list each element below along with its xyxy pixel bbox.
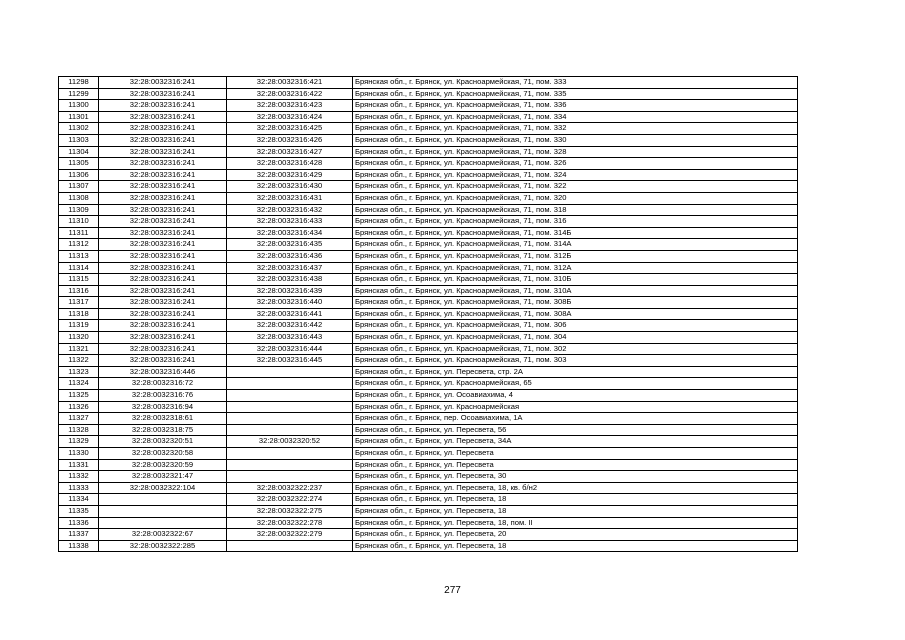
address-cell: Брянская обл., г. Брянск, ул. Красноармейская, 71, пом. 316 [353, 216, 798, 228]
table-row [59, 401, 798, 413]
row-number-cell: 11318 [59, 308, 99, 320]
table-row [59, 169, 798, 181]
cadastral-number-cell: 32:28:0032316:427 [227, 146, 353, 158]
cadastral-number-cell [227, 540, 353, 552]
row-number-cell: 11329 [59, 436, 99, 448]
cadastral-number-cell: 32:28:0032316:440 [227, 297, 353, 309]
row-number-cell: 11323 [59, 366, 99, 378]
table-row [59, 134, 798, 146]
parent-cadastral-cell: 32:28:0032316:241 [99, 262, 227, 274]
table-row [59, 505, 798, 517]
cadastral-number-cell: 32:28:0032316:425 [227, 123, 353, 135]
cadastral-number-cell: 32:28:0032316:444 [227, 343, 353, 355]
table-row [59, 227, 798, 239]
address-cell: Брянская обл., г. Брянск, ул. Красноармейская, 71, пом. 318 [353, 204, 798, 216]
row-number-cell: 11328 [59, 424, 99, 436]
address-cell: Брянская обл., г. Брянск, ул. Пересвета, 18, пом. II [353, 517, 798, 529]
address-cell: Брянская обл., г. Брянск, ул. Пересвета [353, 448, 798, 460]
parent-cadastral-cell: 32:28:0032316:241 [99, 320, 227, 332]
parent-cadastral-cell: 32:28:0032316:241 [99, 158, 227, 170]
address-cell: Брянская обл., г. Брянск, ул. Пересвета, 18 [353, 494, 798, 506]
row-number-cell: 11331 [59, 459, 99, 471]
table-row [59, 181, 798, 193]
table-row [59, 204, 798, 216]
cadastral-number-cell: 32:28:0032322:279 [227, 529, 353, 541]
parent-cadastral-cell [99, 517, 227, 529]
cadastral-number-cell: 32:28:0032316:421 [227, 77, 353, 89]
address-cell: Брянская обл., г. Брянск, ул. Красноармейская, 71, пом. 308Б [353, 297, 798, 309]
table-row [59, 88, 798, 100]
cadastral-number-cell: 32:28:0032316:439 [227, 285, 353, 297]
address-cell: Брянская обл., г. Брянск, ул. Пересвета, 34А [353, 436, 798, 448]
row-number-cell: 11300 [59, 100, 99, 112]
parent-cadastral-cell: 32:28:0032316:241 [99, 146, 227, 158]
cadastral-number-cell: 32:28:0032316:442 [227, 320, 353, 332]
address-cell: Брянская обл., г. Брянск, ул. Красноармейская, 65 [353, 378, 798, 390]
table-row [59, 158, 798, 170]
parent-cadastral-cell: 32:28:0032316:241 [99, 192, 227, 204]
cadastral-number-cell: 32:28:0032316:441 [227, 308, 353, 320]
address-cell: Брянская обл., г. Брянск, ул. Красноармейская, 71, пом. 312А [353, 262, 798, 274]
address-cell: Брянская обл., г. Брянск, ул. Красноармейская, 71, пом. 314А [353, 239, 798, 251]
row-number-cell: 11313 [59, 250, 99, 262]
table-row [59, 111, 798, 123]
row-number-cell: 11334 [59, 494, 99, 506]
address-cell: Брянская обл., г. Брянск, ул. Осоавиахима, 4 [353, 390, 798, 402]
parent-cadastral-cell [99, 505, 227, 517]
table-row [59, 308, 798, 320]
parent-cadastral-cell: 32:28:0032316:241 [99, 204, 227, 216]
address-cell: Брянская обл., г. Брянск, ул. Красноармейская, 71, пом. 310А [353, 285, 798, 297]
cadastral-number-cell: 32:28:0032316:433 [227, 216, 353, 228]
table-row [59, 332, 798, 344]
cadastral-number-cell: 32:28:0032316:424 [227, 111, 353, 123]
cadastral-number-cell: 32:28:0032316:431 [227, 192, 353, 204]
parent-cadastral-cell: 32:28:0032316:446 [99, 366, 227, 378]
cadastral-number-cell: 32:28:0032322:274 [227, 494, 353, 506]
table-row [59, 494, 798, 506]
address-cell: Брянская обл., г. Брянск, ул. Красноармейская, 71, пом. 336 [353, 100, 798, 112]
cadastral-number-cell [227, 424, 353, 436]
table-row [59, 297, 798, 309]
row-number-cell: 11311 [59, 227, 99, 239]
address-cell: Брянская обл., г. Брянск, ул. Пересвета, 18 [353, 540, 798, 552]
page-number: 277 [444, 585, 461, 596]
table-row [59, 448, 798, 460]
address-cell: Брянская обл., г. Брянск, ул. Красноармейская, 71, пом. 314Б [353, 227, 798, 239]
parent-cadastral-cell: 32:28:0032318:75 [99, 424, 227, 436]
table-row [59, 424, 798, 436]
parent-cadastral-cell: 32:28:0032316:241 [99, 169, 227, 181]
cadastral-number-cell: 32:28:0032316:428 [227, 158, 353, 170]
parent-cadastral-cell: 32:28:0032320:58 [99, 448, 227, 460]
parent-cadastral-cell: 32:28:0032316:241 [99, 216, 227, 228]
address-cell: Брянская обл., г. Брянск, ул. Красноармейская, 71, пом. 324 [353, 169, 798, 181]
table-row [59, 459, 798, 471]
cadastral-number-cell: 32:28:0032322:237 [227, 482, 353, 494]
row-number-cell: 11316 [59, 285, 99, 297]
parent-cadastral-cell: 32:28:0032316:241 [99, 308, 227, 320]
cadastral-number-cell: 32:28:0032316:443 [227, 332, 353, 344]
parent-cadastral-cell: 32:28:0032316:241 [99, 181, 227, 193]
table-row [59, 343, 798, 355]
table-body [59, 77, 798, 552]
row-number-cell: 11330 [59, 448, 99, 460]
cadastral-number-cell: 32:28:0032316:434 [227, 227, 353, 239]
row-number-cell: 11312 [59, 239, 99, 251]
cadastral-number-cell: 32:28:0032316:435 [227, 239, 353, 251]
row-number-cell: 11305 [59, 158, 99, 170]
parent-cadastral-cell: 32:28:0032318:61 [99, 413, 227, 425]
table-row [59, 274, 798, 286]
parent-cadastral-cell: 32:28:0032316:241 [99, 274, 227, 286]
address-cell: Брянская обл., г. Брянск, ул. Пересвета, 20 [353, 529, 798, 541]
cadastral-number-cell: 32:28:0032316:436 [227, 250, 353, 262]
cadastral-number-cell [227, 448, 353, 460]
parent-cadastral-cell: 32:28:0032316:241 [99, 88, 227, 100]
row-number-cell: 11338 [59, 540, 99, 552]
address-cell: Брянская обл., г. Брянск, ул. Красноармейская, 71, пом. 328 [353, 146, 798, 158]
parent-cadastral-cell: 32:28:0032316:241 [99, 297, 227, 309]
address-cell: Брянская обл., г. Брянск, ул. Красноармейская, 71, пом. 310Б [353, 274, 798, 286]
table-row [59, 355, 798, 367]
row-number-cell: 11315 [59, 274, 99, 286]
parent-cadastral-cell: 32:28:0032316:94 [99, 401, 227, 413]
table-row [59, 250, 798, 262]
address-cell: Брянская обл., г. Брянск, пер. Осоавиахима, 1А [353, 413, 798, 425]
parent-cadastral-cell: 32:28:0032316:241 [99, 123, 227, 135]
table-row [59, 77, 798, 89]
address-cell: Брянская обл., г. Брянск, ул. Красноармейская, 71, пом. 334 [353, 111, 798, 123]
row-number-cell: 11317 [59, 297, 99, 309]
parent-cadastral-cell: 32:28:0032316:241 [99, 227, 227, 239]
parent-cadastral-cell: 32:28:0032316:241 [99, 250, 227, 262]
cadastral-number-cell [227, 401, 353, 413]
address-cell: Брянская обл., г. Брянск, ул. Красноармейская, 71, пом. 326 [353, 158, 798, 170]
parent-cadastral-cell: 32:28:0032316:241 [99, 134, 227, 146]
row-number-cell: 11322 [59, 355, 99, 367]
table-row [59, 366, 798, 378]
cadastral-number-cell: 32:28:0032316:426 [227, 134, 353, 146]
cadastral-number-cell: 32:28:0032316:430 [227, 181, 353, 193]
parent-cadastral-cell: 32:28:0032316:241 [99, 355, 227, 367]
row-number-cell: 11301 [59, 111, 99, 123]
row-number-cell: 11310 [59, 216, 99, 228]
cadastral-number-cell: 32:28:0032316:429 [227, 169, 353, 181]
table-row [59, 100, 798, 112]
cadastral-number-cell: 32:28:0032316:445 [227, 355, 353, 367]
row-number-cell: 11337 [59, 529, 99, 541]
cadastral-number-cell: 32:28:0032316:423 [227, 100, 353, 112]
row-number-cell: 11303 [59, 134, 99, 146]
cadastral-number-cell: 32:28:0032322:278 [227, 517, 353, 529]
property-register-table [58, 76, 798, 552]
table-row [59, 413, 798, 425]
row-number-cell: 11325 [59, 390, 99, 402]
parent-cadastral-cell: 32:28:0032322:104 [99, 482, 227, 494]
row-number-cell: 11336 [59, 517, 99, 529]
row-number-cell: 11314 [59, 262, 99, 274]
address-cell: Брянская обл., г. Брянск, ул. Красноармейская, 71, пом. 322 [353, 181, 798, 193]
table-row [59, 436, 798, 448]
row-number-cell: 11308 [59, 192, 99, 204]
cadastral-number-cell [227, 413, 353, 425]
row-number-cell: 11299 [59, 88, 99, 100]
parent-cadastral-cell: 32:28:0032322:285 [99, 540, 227, 552]
table-row [59, 482, 798, 494]
parent-cadastral-cell: 32:28:0032321:47 [99, 471, 227, 483]
address-cell: Брянская обл., г. Брянск, ул. Красноармейская, 71, пом. 335 [353, 88, 798, 100]
address-cell: Брянская обл., г. Брянск, ул. Красноармейская, 71, пом. 308А [353, 308, 798, 320]
row-number-cell: 11335 [59, 505, 99, 517]
cadastral-number-cell [227, 366, 353, 378]
address-cell: Брянская обл., г. Брянск, ул. Красноармейская, 71, пом. 312Б [353, 250, 798, 262]
row-number-cell: 11321 [59, 343, 99, 355]
parent-cadastral-cell: 32:28:0032316:241 [99, 111, 227, 123]
parent-cadastral-cell: 32:28:0032316:72 [99, 378, 227, 390]
address-cell: Брянская обл., г. Брянск, ул. Красноармейская, 71, пом. 306 [353, 320, 798, 332]
row-number-cell: 11324 [59, 378, 99, 390]
table-row [59, 216, 798, 228]
row-number-cell: 11298 [59, 77, 99, 89]
address-cell: Брянская обл., г. Брянск, ул. Красноармейская, 71, пом. 302 [353, 343, 798, 355]
address-cell: Брянская обл., г. Брянск, ул. Пересвета [353, 459, 798, 471]
row-number-cell: 11307 [59, 181, 99, 193]
table-row [59, 239, 798, 251]
cadastral-number-cell: 32:28:0032316:422 [227, 88, 353, 100]
table-row [59, 123, 798, 135]
address-cell: Брянская обл., г. Брянск, ул. Пересвета, 18 [353, 505, 798, 517]
cadastral-number-cell: 32:28:0032316:432 [227, 204, 353, 216]
table-row [59, 378, 798, 390]
parent-cadastral-cell: 32:28:0032316:241 [99, 239, 227, 251]
parent-cadastral-cell: 32:28:0032316:241 [99, 332, 227, 344]
address-cell: Брянская обл., г. Брянск, ул. Красноармейская, 71, пом. 320 [353, 192, 798, 204]
row-number-cell: 11326 [59, 401, 99, 413]
parent-cadastral-cell: 32:28:0032320:59 [99, 459, 227, 471]
cadastral-number-cell [227, 459, 353, 471]
address-cell: Брянская обл., г. Брянск, ул. Пересвета, стр. 2А [353, 366, 798, 378]
parent-cadastral-cell [99, 494, 227, 506]
table-row [59, 471, 798, 483]
parent-cadastral-cell: 32:28:0032316:76 [99, 390, 227, 402]
address-cell: Брянская обл., г. Брянск, ул. Красноармейская, 71, пом. 303 [353, 355, 798, 367]
row-number-cell: 11332 [59, 471, 99, 483]
parent-cadastral-cell: 32:28:0032316:241 [99, 285, 227, 297]
table-row [59, 517, 798, 529]
parent-cadastral-cell: 32:28:0032316:241 [99, 77, 227, 89]
row-number-cell: 11333 [59, 482, 99, 494]
row-number-cell: 11327 [59, 413, 99, 425]
table-row [59, 529, 798, 541]
address-cell: Брянская обл., г. Брянск, ул. Красноармейская, 71, пом. 333 [353, 77, 798, 89]
table-row [59, 390, 798, 402]
row-number-cell: 11306 [59, 169, 99, 181]
address-cell: Брянская обл., г. Брянск, ул. Пересвета, 18, кв. б/н2 [353, 482, 798, 494]
parent-cadastral-cell: 32:28:0032322:67 [99, 529, 227, 541]
row-number-cell: 11309 [59, 204, 99, 216]
cadastral-number-cell: 32:28:0032322:275 [227, 505, 353, 517]
address-cell: Брянская обл., г. Брянск, ул. Красноармейская [353, 401, 798, 413]
row-number-cell: 11304 [59, 146, 99, 158]
parent-cadastral-cell: 32:28:0032316:241 [99, 100, 227, 112]
cadastral-number-cell: 32:28:0032320:52 [227, 436, 353, 448]
row-number-cell: 11302 [59, 123, 99, 135]
table-row [59, 262, 798, 274]
address-cell: Брянская обл., г. Брянск, ул. Красноармейская, 71, пом. 332 [353, 123, 798, 135]
address-cell: Брянская обл., г. Брянск, ул. Пересвета, 30 [353, 471, 798, 483]
table-row [59, 146, 798, 158]
cadastral-number-cell: 32:28:0032316:437 [227, 262, 353, 274]
parent-cadastral-cell: 32:28:0032320:51 [99, 436, 227, 448]
address-cell: Брянская обл., г. Брянск, ул. Пересвета, 56 [353, 424, 798, 436]
cadastral-number-cell: 32:28:0032316:438 [227, 274, 353, 286]
row-number-cell: 11320 [59, 332, 99, 344]
address-cell: Брянская обл., г. Брянск, ул. Красноармейская, 71, пом. 330 [353, 134, 798, 146]
row-number-cell: 11319 [59, 320, 99, 332]
cadastral-number-cell [227, 378, 353, 390]
cadastral-number-cell [227, 471, 353, 483]
address-cell: Брянская обл., г. Брянск, ул. Красноармейская, 71, пом. 304 [353, 332, 798, 344]
table-row [59, 320, 798, 332]
table-row [59, 285, 798, 297]
parent-cadastral-cell: 32:28:0032316:241 [99, 343, 227, 355]
table-row [59, 192, 798, 204]
cadastral-number-cell [227, 390, 353, 402]
table-row [59, 540, 798, 552]
